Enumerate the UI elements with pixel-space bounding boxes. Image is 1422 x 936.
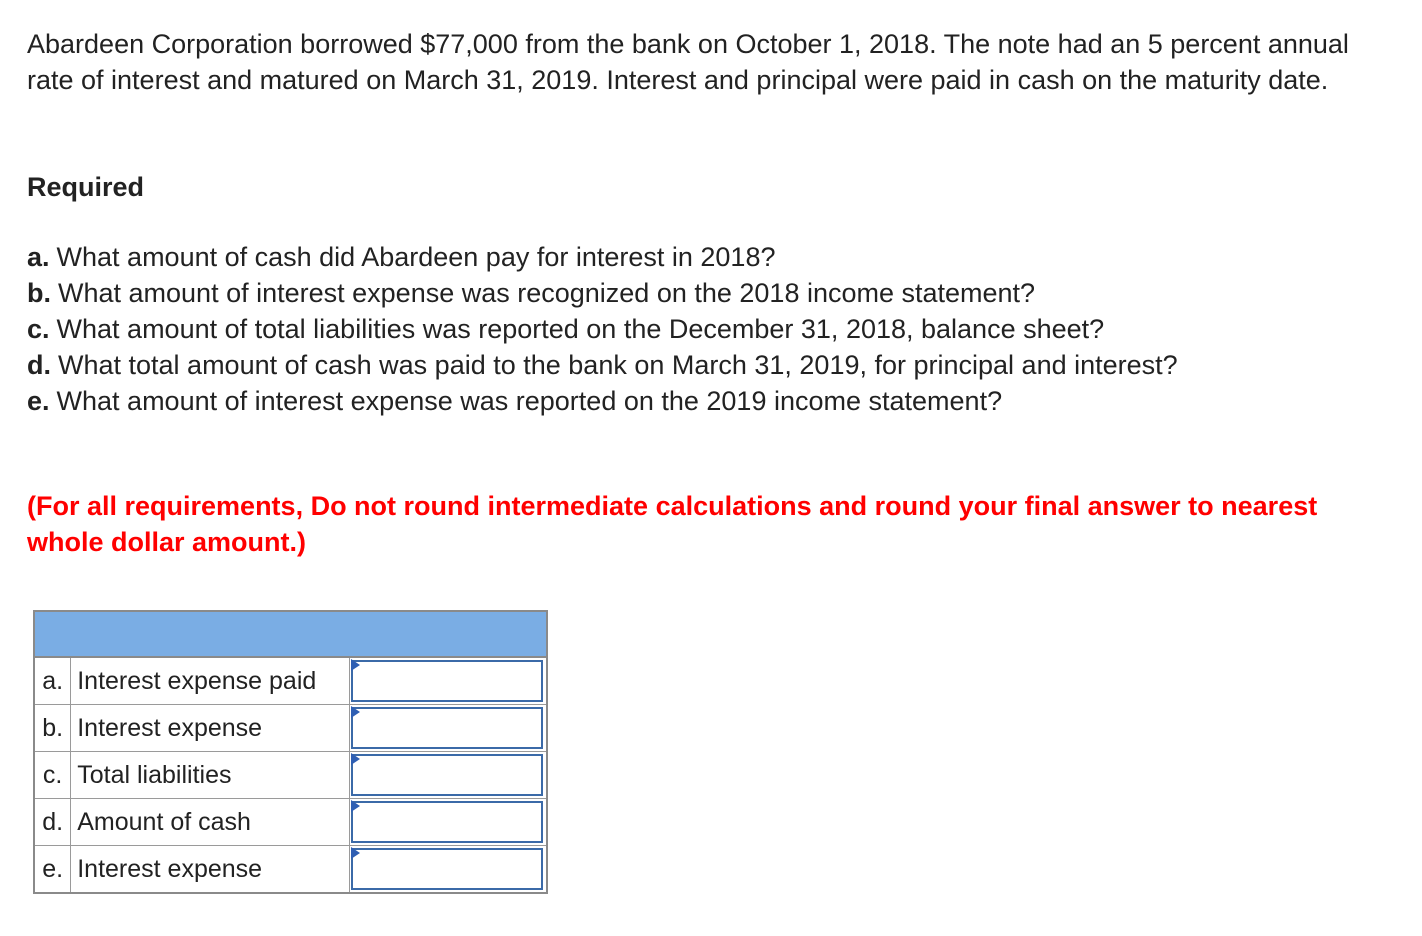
answer-input-e[interactable] bbox=[351, 848, 543, 890]
cell-marker-icon bbox=[351, 847, 360, 859]
required-heading: Required bbox=[27, 172, 145, 202]
question-c bbox=[27, 311, 1178, 347]
question-text: What amount of interest expense was recognized on the 2018 income statement? bbox=[58, 278, 1036, 308]
row-label: Interest expense bbox=[71, 705, 350, 752]
question-a bbox=[27, 239, 1178, 275]
cell-marker-icon bbox=[351, 800, 360, 812]
answer-cell bbox=[350, 752, 547, 799]
row-letter: a. bbox=[34, 657, 71, 705]
rounding-instruction: (For all requirements, Do not round intermediate calculations and round your final answer to nearest whole dollar amount.) bbox=[27, 491, 1318, 557]
question-text: What amount of cash did Abardeen pay for interest in 2018? bbox=[56, 242, 776, 272]
question-letter: c. bbox=[27, 314, 50, 344]
table-row bbox=[34, 705, 547, 752]
table-row bbox=[34, 846, 547, 894]
cell-marker-icon bbox=[351, 706, 360, 718]
answer-cell bbox=[350, 799, 547, 846]
question-letter: e. bbox=[27, 386, 50, 416]
question-letter: b. bbox=[27, 278, 51, 308]
question-letter: a. bbox=[27, 242, 50, 272]
question-text: What amount of interest expense was reported on the 2019 income statement? bbox=[56, 386, 1003, 416]
question-text: What amount of total liabilities was reported on the December 31, 2018, balance sheet? bbox=[56, 314, 1105, 344]
row-letter: e. bbox=[34, 846, 71, 894]
row-letter: c. bbox=[34, 752, 71, 799]
table-header-row bbox=[34, 611, 547, 657]
table-header-cell bbox=[34, 611, 547, 657]
cell-marker-icon bbox=[351, 659, 360, 671]
question-letter: d. bbox=[27, 350, 51, 380]
problem-intro: Abardeen Corporation borrowed $77,000 from the bank on October 1, 2018. The note had an 5 percent annual rate of interest and matured on March 31, 2019. Interest and principal were paid in cash on the maturity date. bbox=[27, 29, 1349, 95]
table-row bbox=[34, 752, 547, 799]
row-letter: d. bbox=[34, 799, 71, 846]
cell-marker-icon bbox=[351, 753, 360, 765]
answer-input-d[interactable] bbox=[351, 801, 543, 843]
row-letter: b. bbox=[34, 705, 71, 752]
table-row bbox=[34, 657, 547, 705]
row-label: Interest expense bbox=[71, 846, 350, 894]
answer-input-c[interactable] bbox=[351, 754, 543, 796]
answer-cell bbox=[350, 657, 547, 705]
row-label: Total liabilities bbox=[71, 752, 350, 799]
question-list bbox=[27, 239, 1178, 419]
question-text: What total amount of cash was paid to the bank on March 31, 2019, for principal and interest? bbox=[58, 350, 1178, 380]
question-b bbox=[27, 275, 1178, 311]
row-label: Interest expense paid bbox=[71, 657, 350, 705]
question-d bbox=[27, 347, 1178, 383]
table-row bbox=[34, 799, 547, 846]
answer-cell bbox=[350, 705, 547, 752]
answer-cell bbox=[350, 846, 547, 894]
row-label: Amount of cash bbox=[71, 799, 350, 846]
answer-input-b[interactable] bbox=[351, 707, 543, 749]
answer-table bbox=[33, 610, 548, 894]
answer-input-a[interactable] bbox=[351, 660, 543, 702]
question-e bbox=[27, 383, 1178, 419]
